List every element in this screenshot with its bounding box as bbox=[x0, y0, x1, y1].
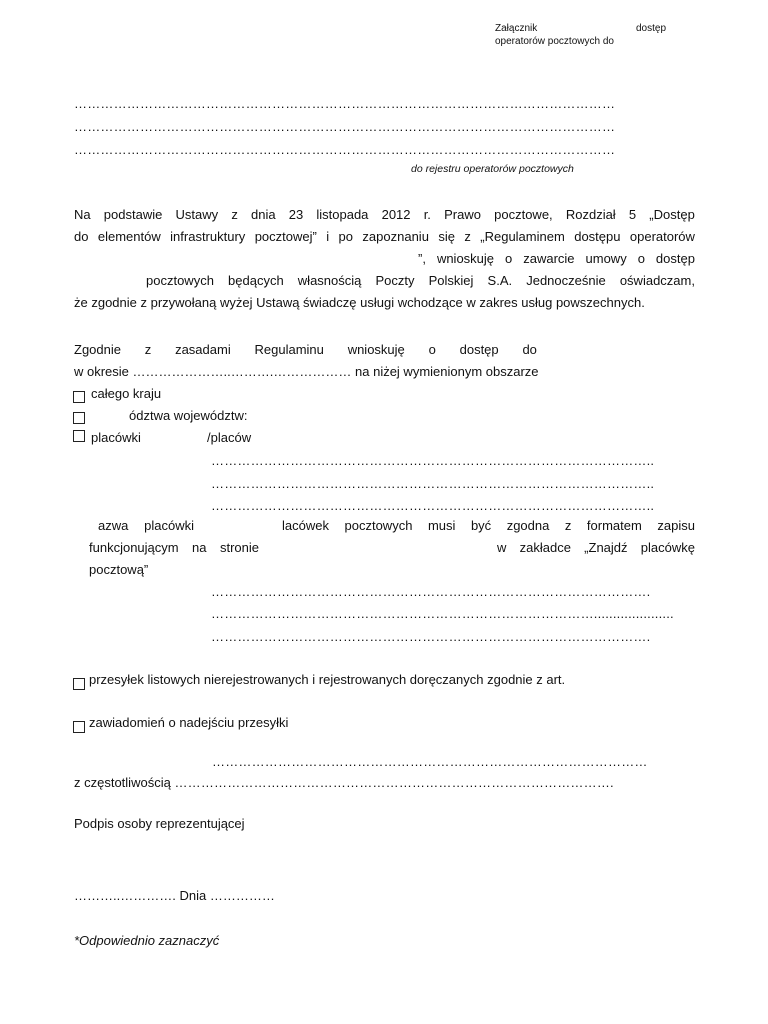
note-line-1b: lacówek pocztowych musi być zgodna z formatem zapisu bbox=[282, 518, 695, 533]
header-line2: operatorów pocztowych do bbox=[495, 36, 614, 47]
post-office-field-2[interactable]: ……………………………………………………………………………………….. bbox=[211, 476, 655, 491]
frequency-line: z częstotliwością ………………………………………………………………………………………. bbox=[74, 775, 614, 790]
post-office-field-3[interactable]: ……………………………………………………………………………………….. bbox=[211, 498, 655, 513]
registry-note: do rejestru operatorów pocztowych bbox=[411, 163, 574, 175]
footnote: *Odpowiednio zaznaczyć bbox=[74, 933, 220, 948]
intro-line-1: Na podstawie Ustawy z dnia 23 listopada 2012 r. Prawo pocztowe, Rozdział 5 „Dostęp bbox=[74, 207, 695, 222]
note-field-1[interactable]: ………………………………………………………………………………………. bbox=[211, 584, 651, 599]
signature-label: Podpis osoby reprezentującej bbox=[74, 816, 245, 831]
option-post-offices-label: placówki bbox=[91, 430, 141, 445]
checkbox-voivodeships[interactable] bbox=[73, 412, 85, 424]
header-line1-right: dostęp bbox=[636, 23, 667, 34]
intro-line-4: pocztowych będących własnością Poczty Polskiej S.A. Jednocześnie oświadczam, bbox=[146, 273, 695, 288]
intro-line-5: że zgodnie z przywołaną wyżej Ustawą świadczę usługi wchodzące w zakres usług powszechnych. bbox=[74, 295, 645, 310]
place-field[interactable]: ………..…………. bbox=[74, 888, 176, 903]
note-field-2[interactable]: ……………………………………………………………………………..................... bbox=[211, 606, 674, 621]
service-letters-label: przesyłek listowych nierejestrowanych i rejestrowanych doręczanych zgodnie z art. bbox=[89, 672, 566, 687]
header-line1-left: Załącznik bbox=[495, 23, 538, 34]
service-notices-label: zawiadomień o nadejściu przesyłki bbox=[89, 715, 289, 730]
note-line-3: pocztową” bbox=[89, 562, 149, 577]
request-period: w okresie …………………..……….……………… na niżej wymienionym obszarze bbox=[74, 364, 539, 379]
applicant-line-3: …………………………………………………………………………………………………………… bbox=[74, 142, 616, 157]
frequency-field-1[interactable]: ……………………………………………………………………………………… bbox=[212, 754, 648, 769]
applicant-line-1: …………………………………………………………………………………………………………… bbox=[74, 96, 616, 111]
post-office-field-1[interactable]: ……………………………………………………………………………………….. bbox=[211, 453, 655, 468]
note-line-1a: azwa placówki bbox=[98, 518, 194, 533]
checkbox-whole-country[interactable] bbox=[73, 391, 85, 403]
note-line-2a: funkcjonującym na stronie bbox=[89, 540, 259, 555]
option-voivodeships-label: ództwa województw: bbox=[129, 408, 248, 423]
period-field[interactable]: …………………..……….……………… bbox=[132, 364, 352, 379]
day-field[interactable]: …………… bbox=[209, 888, 275, 903]
intro-line-2: do elementów infrastruktury pocztowej” i po zapoznaniu się z „Regulaminem dostępu operatorów bbox=[74, 229, 695, 244]
applicant-line-2: …………………………………………………………………………………………………………… bbox=[74, 119, 616, 134]
option-whole-country-label: całego kraju bbox=[91, 386, 162, 401]
request-line-1: Zgodnie z zasadami Regulaminu wnioskuję o dostęp do bbox=[74, 342, 537, 357]
frequency-field-2[interactable]: ………………………………………………………………………………………. bbox=[174, 775, 614, 790]
checkbox-notices[interactable] bbox=[73, 721, 85, 733]
date-line: ………..…………. Dnia …………… bbox=[74, 888, 275, 903]
checkbox-post-offices[interactable] bbox=[73, 430, 85, 442]
intro-line-3: ”, wnioskuję o zawarcie umowy o dostęp bbox=[418, 251, 695, 266]
checkbox-letters[interactable] bbox=[73, 678, 85, 690]
option-post-offices-plural: /placów bbox=[207, 430, 252, 445]
note-field-3[interactable]: ………………………………………………………………………………………. bbox=[211, 629, 651, 644]
note-line-2b: w zakładce „Znajdź placówkę bbox=[497, 540, 695, 555]
